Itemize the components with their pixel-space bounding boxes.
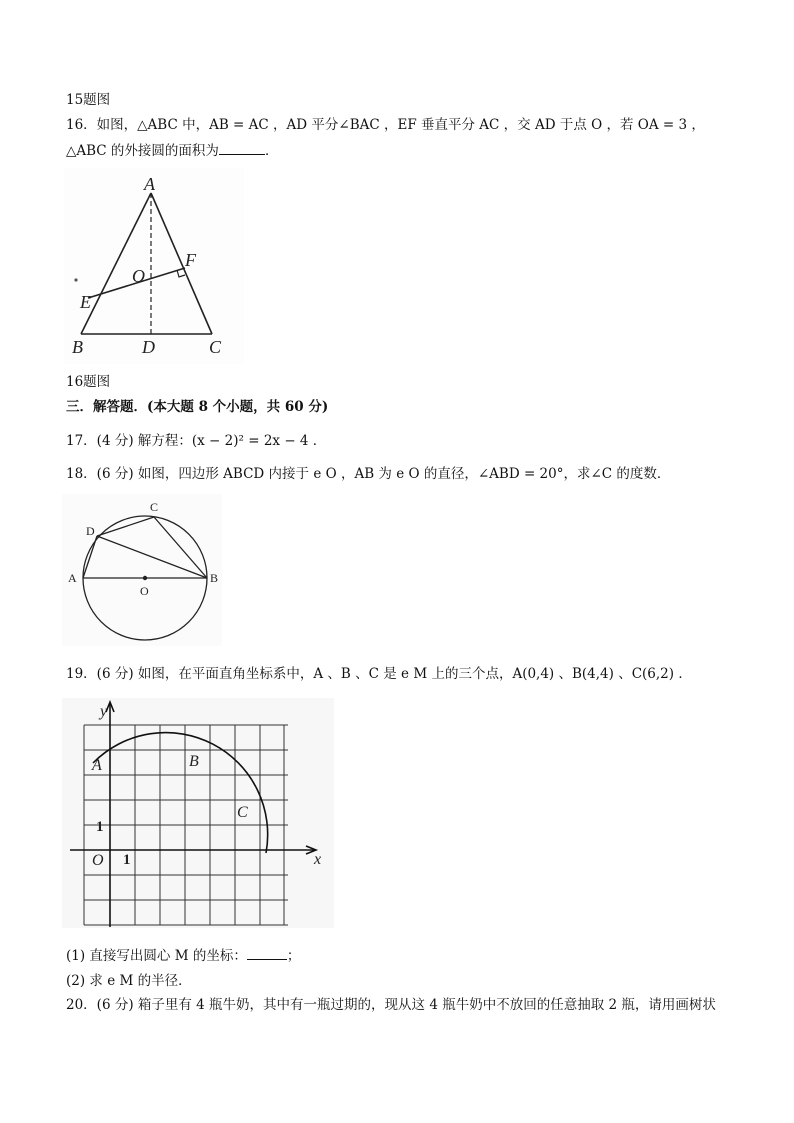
question-19-part1	[66, 947, 300, 965]
caption-q15: 15题图	[66, 92, 111, 108]
circle-figure-18	[62, 494, 222, 646]
question-19-part1-end: ；	[286, 948, 301, 964]
question-19-part1-text: (1) 直接写出圆心 M 的坐标：	[66, 948, 247, 964]
question-18: 18．(6 分) 如图，四边形 ABCD 内接于 e O ，AB 为 e O 的直径，∠ABD = 20°，求∠C 的度数．	[66, 466, 671, 482]
label-x-axis: x	[314, 851, 322, 868]
triangle-figure-16	[64, 168, 244, 364]
label-y-axis: y	[100, 703, 108, 720]
question-17: 17．(4 分) 解方程：(x − 2)² = 2x − 4 ．	[66, 433, 327, 449]
label-D-18: D	[86, 524, 95, 538]
coordinate-grid-figure-19	[62, 698, 334, 928]
label-B-18: B	[210, 571, 219, 585]
question-16-end: ．	[264, 143, 279, 159]
question-16-line1: 16．如图，△ABC 中，AB = AC ，AD 平分∠BAC ，EF 垂直平分 AC ，交 AD 于点 O ，若 OA = 3 ，	[66, 117, 705, 133]
question-20: 20．(6 分) 箱子里有 4 瓶牛奶，其中有一瓶过期的，现从这 4 瓶牛奶中不放回的任意抽取 2 瓶，请用画树状	[66, 997, 716, 1013]
label-C-19: C	[237, 804, 248, 821]
label-O-18: O	[140, 584, 149, 598]
label-E-16: E	[80, 292, 91, 312]
label-A-16: A	[144, 174, 155, 194]
label-A-18: A	[68, 571, 77, 585]
label-one-x: 1	[123, 852, 131, 868]
question-16-line2	[66, 142, 278, 160]
label-one-y: 1	[96, 819, 104, 835]
question-19: 19．(6 分) 如图，在平面直角坐标系中，A 、B 、C 是 e M 上的三个点，A(0,4) 、B(4,4) 、C(6,2) ．	[66, 666, 692, 682]
label-A-19: A	[92, 757, 102, 774]
label-B-19: B	[189, 753, 199, 770]
label-O-16: O	[132, 266, 145, 286]
label-D-16: D	[142, 337, 155, 357]
question-16-text: △ABC 的外接圆的面积为	[66, 143, 219, 159]
label-origin: O	[92, 852, 104, 869]
label-B-16: B	[72, 337, 83, 357]
label-C-18: C	[150, 500, 159, 514]
label-F-16: F	[185, 250, 196, 270]
question-19-part2: (2) 求 e M 的半径．	[66, 973, 192, 989]
section-3-heading: 三．解答题．(本大题 8 个小题，共 60 分)	[66, 399, 329, 415]
caption-q16: 16题图	[66, 374, 111, 390]
answer-blank-16	[219, 142, 265, 155]
answer-blank-19	[247, 947, 287, 960]
label-C-16: C	[209, 337, 222, 357]
